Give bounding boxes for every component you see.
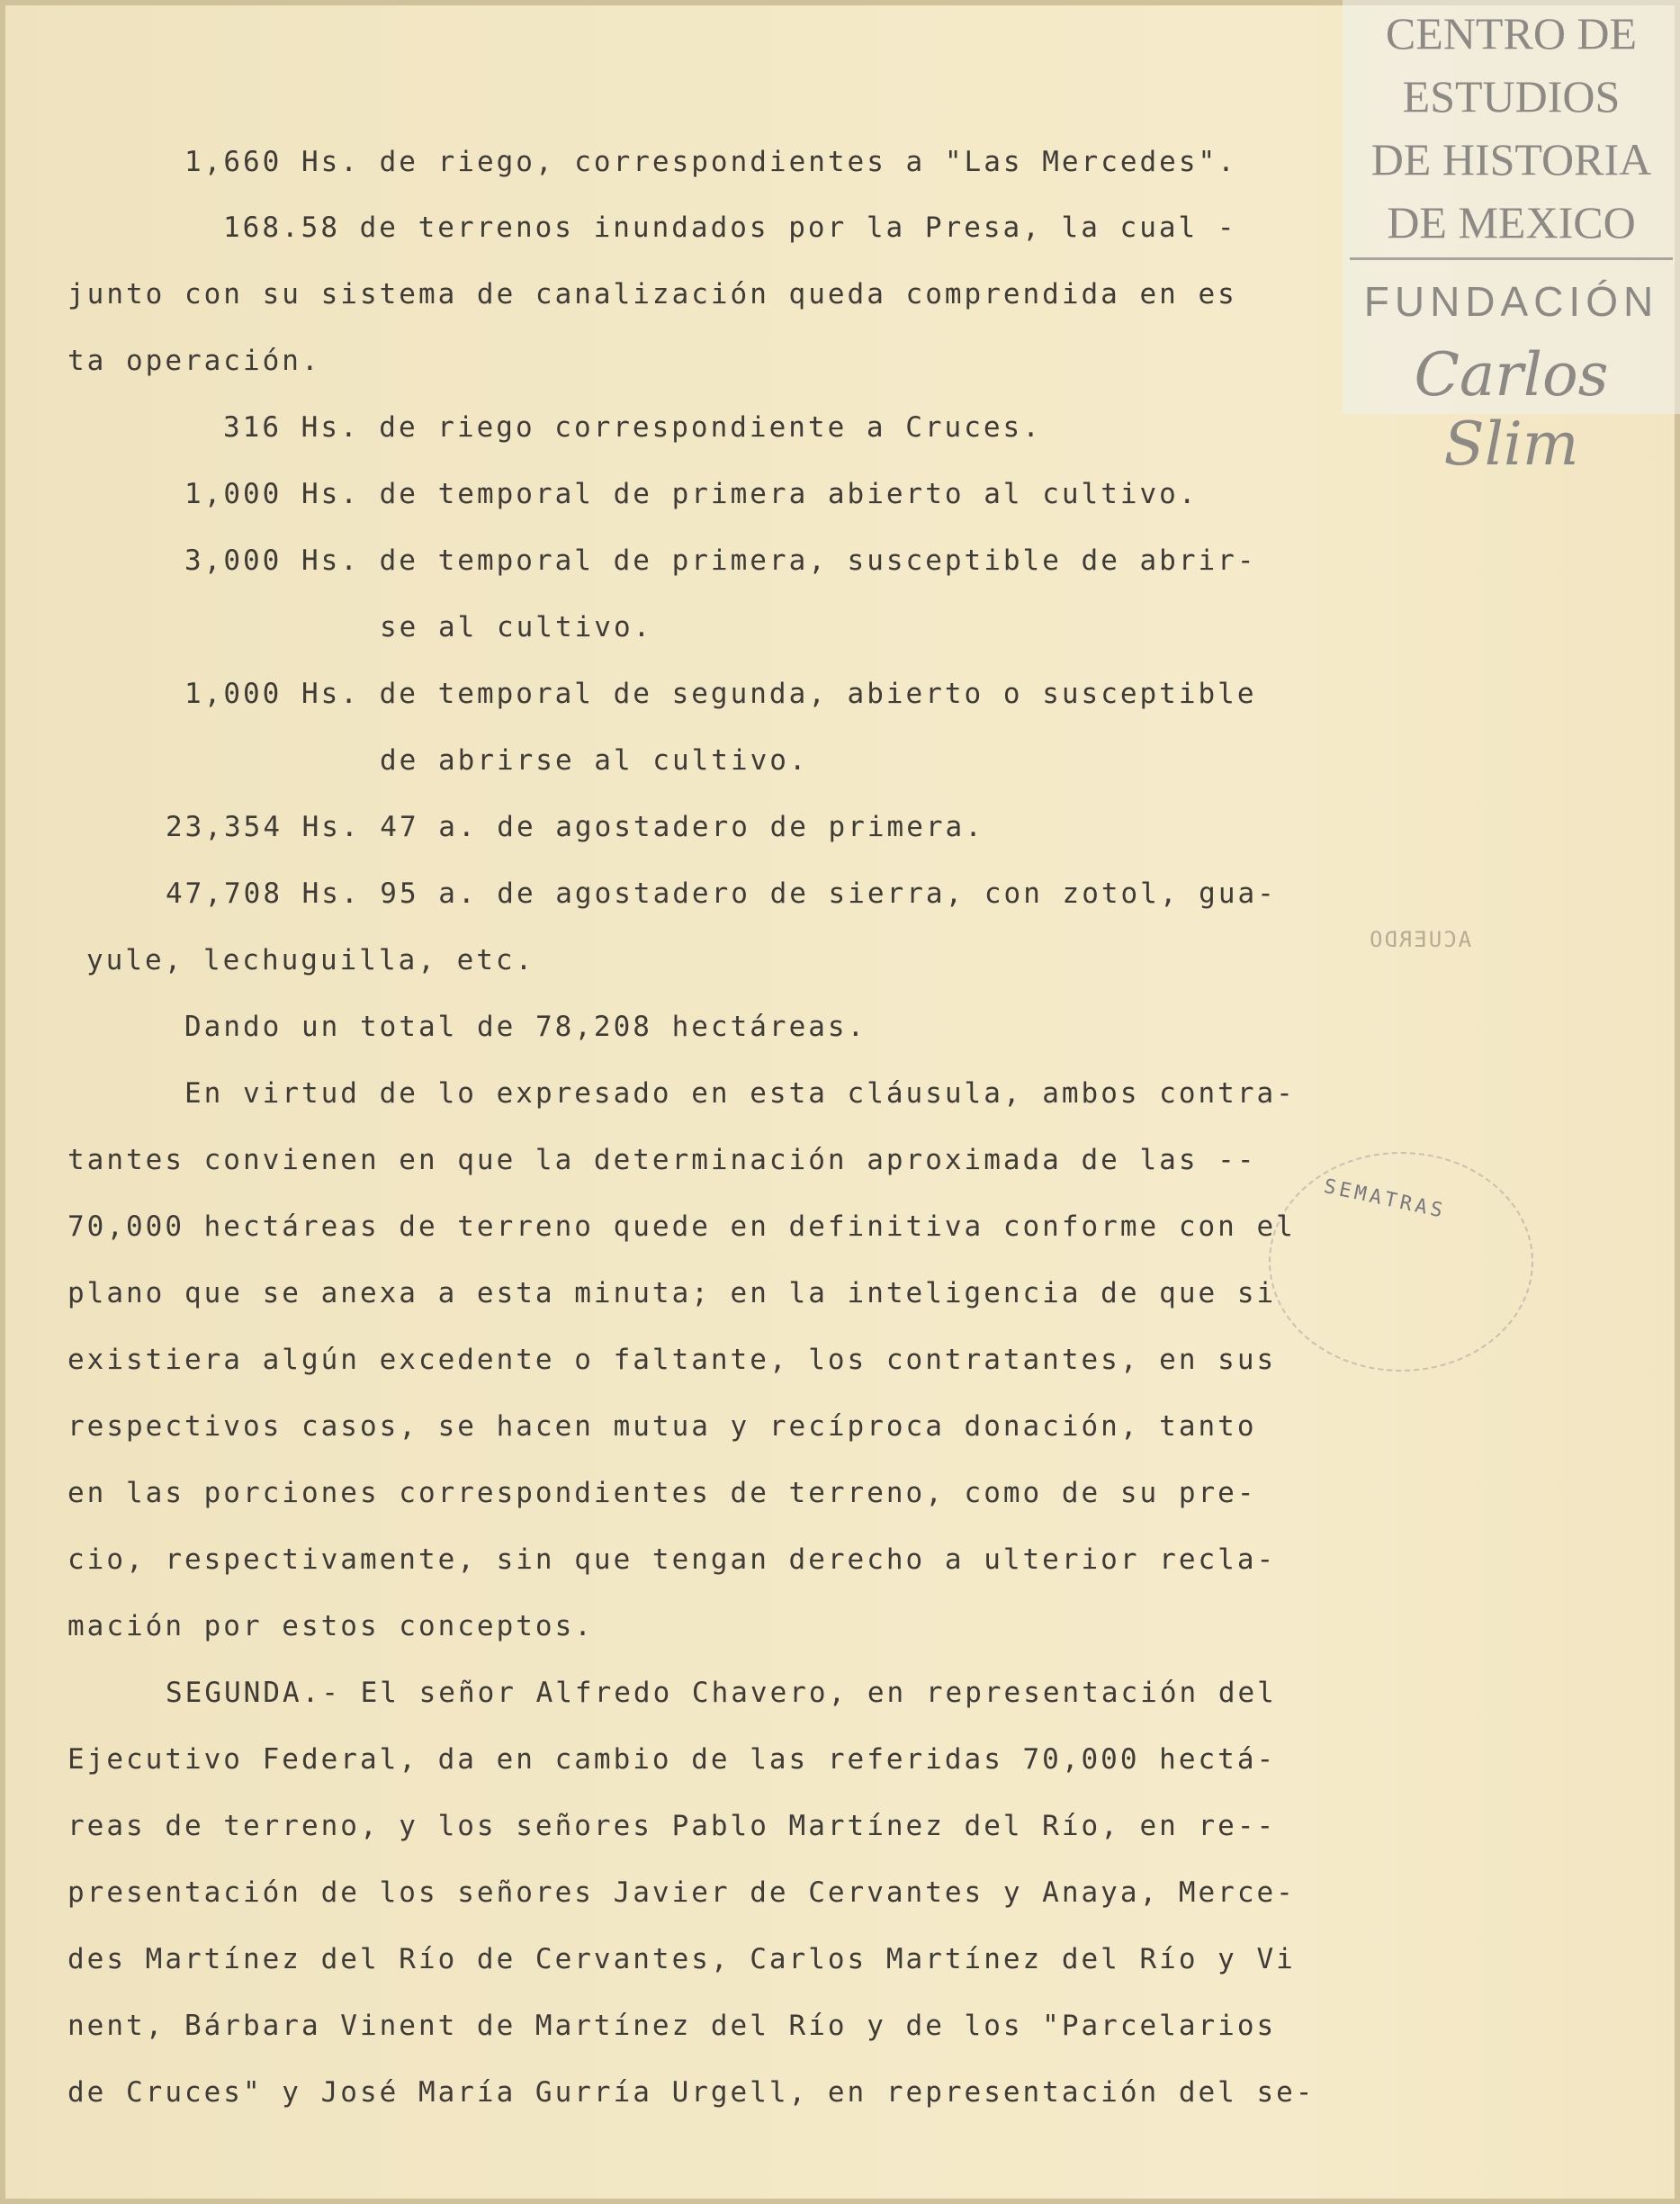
typed-line-27: presentación de los señores Javier de Cervantes y Anaya, Merce- xyxy=(67,1876,1296,1909)
typed-line-2: 168.58 de terrenos inundados por la Presa, la cual - xyxy=(223,211,1237,244)
typed-line-24: SEGUNDA.- El señor Alfredo Chavero, en representación del xyxy=(166,1677,1277,1709)
typed-line-9: 1,000 Hs. de temporal de segunda, abierto o susceptible xyxy=(184,678,1257,710)
typed-line-3: junto con su sistema de canalización queda comprendida en es xyxy=(67,278,1237,310)
typed-line-28: des Martínez del Río de Cervantes, Carlos Martínez del Río y Vi xyxy=(67,1943,1296,1975)
watermark-line-2: ESTUDIOS xyxy=(1402,71,1621,121)
stamp-text: SEMATRAS xyxy=(1321,1174,1449,1224)
typed-line-20: respectivos casos, se hacen mutua y recíproca donación, tanto xyxy=(67,1410,1257,1443)
typed-line-13: yule, lechuguilla, etc. xyxy=(86,944,535,976)
watermark-line-4: DE MEXICO xyxy=(1387,197,1636,247)
typed-line-16: tantes convienen en que la determinación aproximada de las -- xyxy=(67,1144,1257,1176)
typed-line-18: plano que se anexa a esta minuta; en la inteligencia de que si xyxy=(67,1277,1277,1309)
circular-stamp xyxy=(1269,1152,1533,1372)
typed-line-25: Ejecutivo Federal, da en cambio de las referidas 70,000 hectá- xyxy=(67,1743,1277,1776)
watermark-line-1: CENTRO DE xyxy=(1385,8,1638,58)
margin-acuerdo-bleed: ACUERDO xyxy=(1368,927,1472,952)
typed-line-23: mación por estos conceptos. xyxy=(67,1610,594,1642)
typed-line-7: 3,000 Hs. de temporal de primera, susceptible de abrir- xyxy=(184,544,1257,577)
typed-line-1: 1,660 Hs. de riego, correspondientes a "Las Mercedes". xyxy=(184,146,1237,178)
typed-line-14: Dando un total de 78,208 hectáreas. xyxy=(184,1011,867,1043)
typed-line-22: cio, respectivamente, sin que tengan derecho a ulterior recla- xyxy=(67,1543,1277,1576)
typed-line-4: ta operación. xyxy=(67,345,321,377)
typed-line-30: de Cruces" y José María Gurría Urgell, en representación del se- xyxy=(67,2076,1316,2109)
archive-watermark xyxy=(1343,0,1680,479)
typed-line-26: reas de terreno, y los señores Pablo Martínez del Río, en re-- xyxy=(67,1810,1277,1842)
typed-line-17: 70,000 hectáreas de terreno quede en definitiva conforme con el xyxy=(67,1210,1296,1243)
typed-line-6: 1,000 Hs. de temporal de primera abierto al cultivo. xyxy=(184,478,1199,510)
watermark-line-3: DE HISTORIA xyxy=(1370,134,1652,184)
typed-line-10: de abrirse al cultivo. xyxy=(380,744,809,777)
typed-line-5: 316 Hs. de riego correspondiente a Cruces. xyxy=(223,411,1042,444)
watermark-signature: Carlos Slim xyxy=(1414,340,1609,479)
watermark-divider xyxy=(1350,257,1673,260)
typed-line-29: nent, Bárbara Vinent de Martínez del Río y de los "Parcelarios xyxy=(67,2010,1277,2042)
typed-line-19: existiera algún excedente o faltante, los contratantes, en sus xyxy=(67,1344,1277,1376)
typed-line-12: 47,708 Hs. 95 a. de agostadero de sierra, con zotol, gua- xyxy=(166,877,1277,910)
typed-line-11: 23,354 Hs. 47 a. de agostadero de primera. xyxy=(166,811,984,843)
typed-line-8: se al cultivo. xyxy=(380,611,653,643)
watermark-fundacion: FUNDACIÓN xyxy=(1363,278,1659,325)
typed-line-15: En virtud de lo expresado en esta cláusula, ambos contra- xyxy=(184,1077,1296,1110)
typed-line-21: en las porciones correspondientes de terreno, como de su pre- xyxy=(67,1477,1257,1509)
